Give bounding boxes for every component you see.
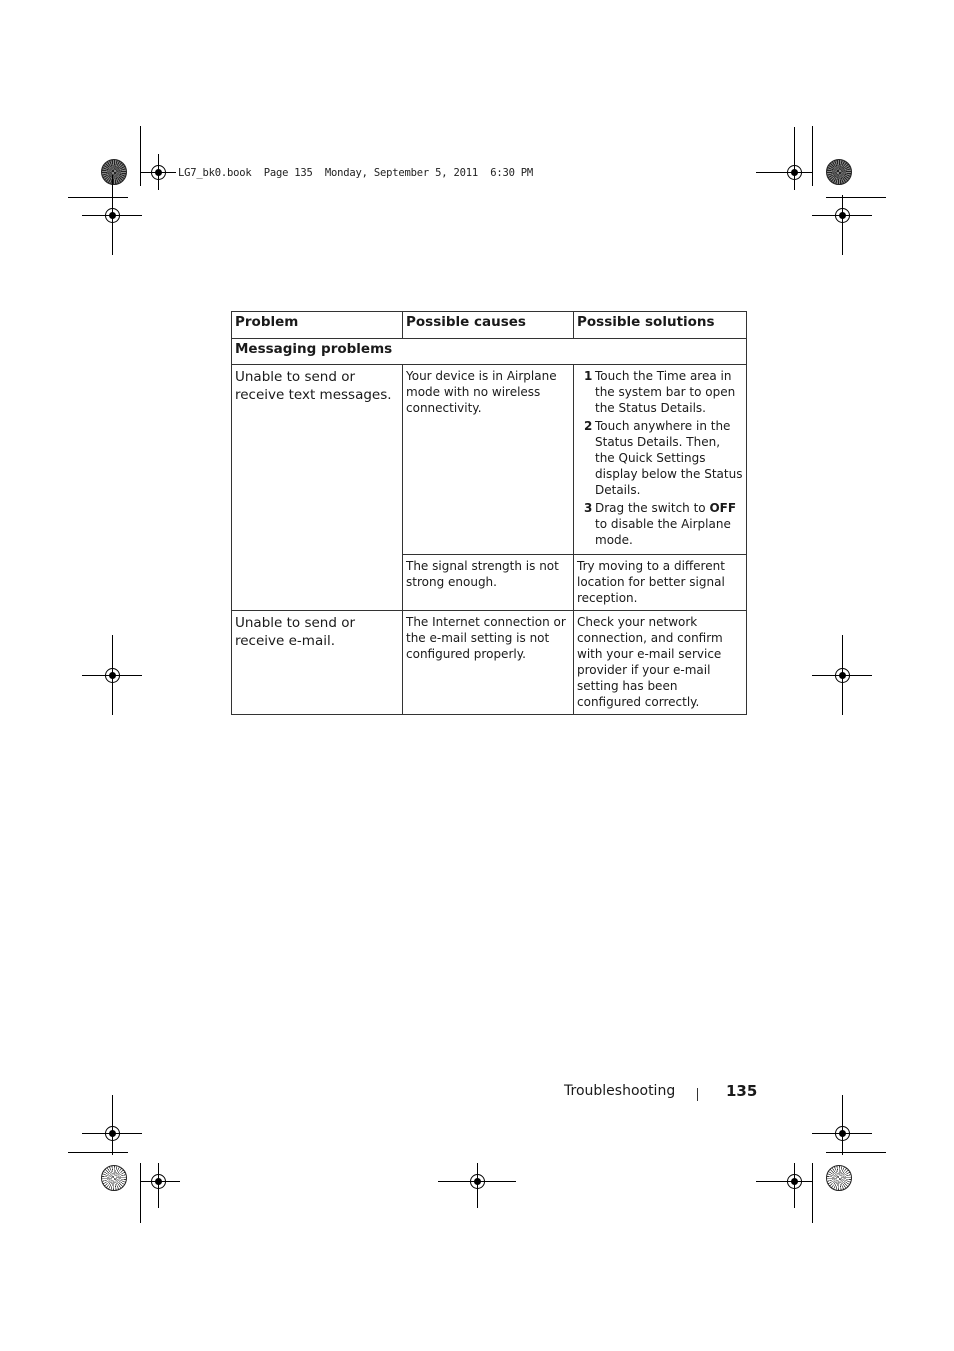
column-header-causes: Possible causes xyxy=(403,312,574,339)
table-header-row xyxy=(232,312,747,339)
print-slug: LG7_bk0.book Page 135 Monday, September 5, 2011 6:30 PM xyxy=(178,167,534,179)
footer-section-label: Troubleshooting xyxy=(564,1083,676,1099)
solution-cell xyxy=(574,365,747,555)
solution-cell: Check your network connection, and confirm with your e-mail service provider if your e-mail setting has been configured correctly. xyxy=(574,611,747,715)
step-text: Touch anywhere in the Status Details. Then, the Quick Settings display below the Status Details. xyxy=(595,419,743,497)
trim-mark xyxy=(140,1163,141,1223)
trim-mark xyxy=(826,197,886,198)
color-wheel-icon xyxy=(826,159,852,185)
column-header-problem: Problem xyxy=(232,312,403,339)
color-wheel-icon xyxy=(826,1165,852,1191)
cause-cell: The signal strength is not strong enough. xyxy=(403,555,574,611)
trim-mark xyxy=(140,126,141,186)
color-wheel-icon xyxy=(101,159,127,185)
solution-step xyxy=(577,418,743,498)
step-text: to disable the Airplane mode. xyxy=(595,517,731,547)
section-row xyxy=(232,339,747,365)
page-number: 135 xyxy=(726,1082,758,1100)
step-text: Touch the Time area in the system bar to open the Status Details. xyxy=(595,369,736,415)
solution-step xyxy=(577,500,743,548)
step-bold-text: OFF xyxy=(709,501,737,515)
trim-mark xyxy=(826,1152,886,1153)
trim-mark xyxy=(812,126,813,186)
table-row xyxy=(232,611,747,715)
troubleshooting-table xyxy=(231,311,747,715)
trim-mark xyxy=(68,1152,128,1153)
cause-cell: The Internet connection or the e-mail setting is not configured properly. xyxy=(403,611,574,715)
step-number: 2 xyxy=(584,419,593,433)
step-number: 3 xyxy=(584,501,593,515)
problem-cell: Unable to send or receive e-mail. xyxy=(232,611,403,715)
table-row xyxy=(232,365,747,555)
color-wheel-icon xyxy=(101,1165,127,1191)
problem-cell: Unable to send or receive text messages. xyxy=(232,365,403,611)
column-header-solutions: Possible solutions xyxy=(574,312,747,339)
solution-steps xyxy=(577,368,743,548)
step-number: 1 xyxy=(584,369,593,383)
trim-mark xyxy=(812,1163,813,1223)
section-title: Messaging problems xyxy=(232,339,747,365)
solution-step xyxy=(577,368,743,416)
footer-divider xyxy=(697,1088,698,1101)
trim-mark xyxy=(68,197,128,198)
step-text: Drag the switch to xyxy=(595,501,710,515)
solution-cell: Try moving to a different location for better signal reception. xyxy=(574,555,747,611)
cause-cell: Your device is in Airplane mode with no wireless connectivity. xyxy=(403,365,574,555)
